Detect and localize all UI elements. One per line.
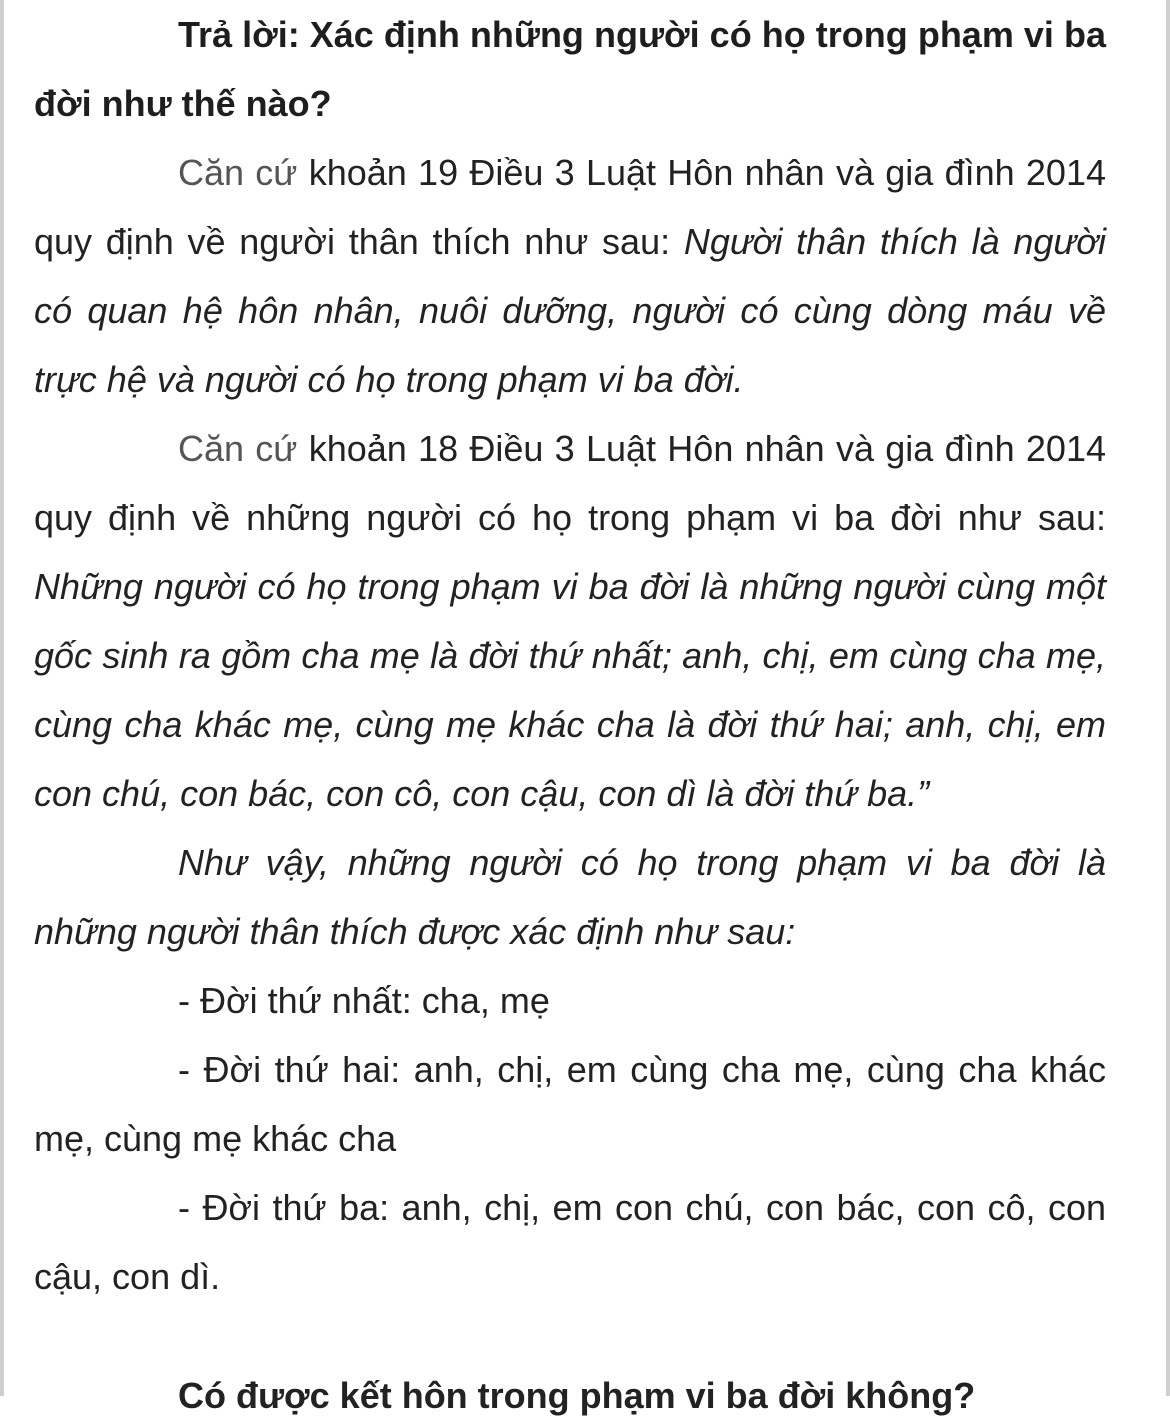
document-body (34, 0, 1106, 1311)
quoted-definition: Người thân thích là người có quan hệ hôn nhân, nuôi dưỡng, người có cùng dòng máu về trực hệ và người có họ trong phạm vi ba đời. (34, 221, 1106, 400)
question-heading: Trả lời: Xác định những người có họ trong phạm vi ba đời như thế nào? (34, 14, 1106, 124)
list-item-generation-2: - Đời thứ hai: anh, chị, em cùng cha mẹ, cùng cha khác mẹ, cùng mẹ khác cha (34, 1049, 1106, 1159)
list-item-generation-3: - Đời thứ ba: anh, chị, em con chú, con bác, con cô, con cậu, con dì. (34, 1187, 1106, 1297)
lead-text: Căn cứ (178, 152, 298, 193)
intro-text: quy định về người thân thích như sau: (34, 221, 671, 262)
next-heading-text: Có được kết hôn trong phạm vi ba đời không? (178, 1375, 976, 1416)
paragraph-person-relatives (34, 138, 1106, 414)
intro-text: quy định về những người có họ trong phạm vi ba đời như sau: (34, 497, 1106, 538)
list-item-generation-1: - Đời thứ nhất: cha, mẹ (178, 980, 550, 1021)
page-left-border (0, 0, 4, 1396)
lead-text: Căn cứ (178, 428, 298, 469)
conclusion-paragraph: Như vậy, những người có họ trong phạm vi ba đời là những người thân thích được xác định như sau: (34, 842, 1106, 952)
quoted-definition: Những người có họ trong phạm vi ba đời là những người cùng một gốc sinh ra gồm cha mẹ là đời thứ nhất; anh, chị, em cùng cha mẹ, cùng cha khác mẹ, cùng mẹ khác cha là đời thứ hai; anh, chị, em con chú, con bác, con cô, con cậu, con dì là đời thứ ba.” (34, 566, 1106, 814)
law-reference: khoản 18 Điều 3 Luật Hôn nhân và gia đình 2014 (308, 428, 1106, 469)
law-reference: khoản 19 Điều 3 Luật Hôn nhân và gia đình 2014 (308, 152, 1106, 193)
next-heading-cut-off (178, 1375, 1078, 1416)
page-right-border (1166, 0, 1170, 1396)
paragraph-three-generations (34, 414, 1106, 828)
